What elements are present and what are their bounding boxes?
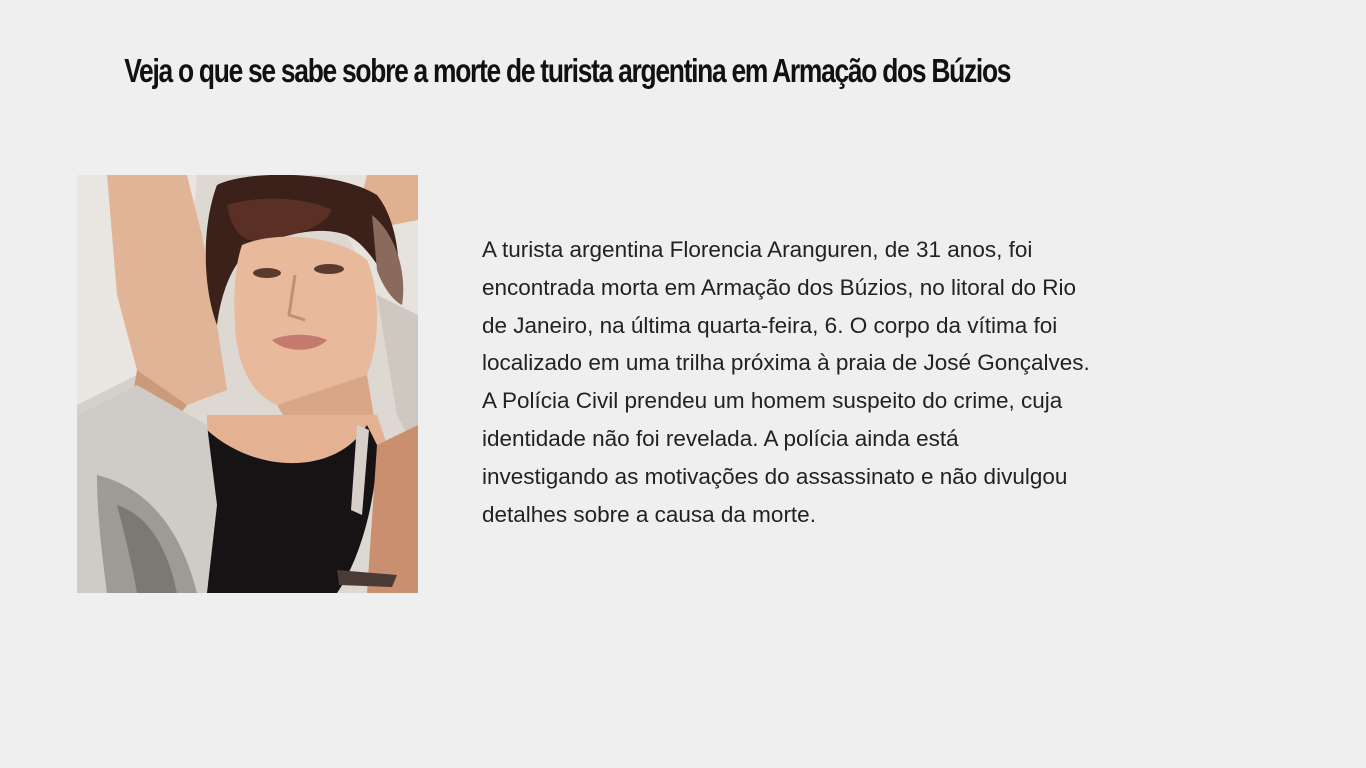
article-body (482, 231, 1282, 533)
article-line: identidade não foi revelada. A polícia ainda está (482, 425, 959, 451)
article-line: A turista argentina Florencia Aranguren, de 31 anos, foi (482, 237, 1033, 262)
article-line: localizado em uma trilha próxima à praia de José Gonçalves. (482, 350, 1090, 376)
page-title: Veja o que se sabe sobre a morte de turista argentina em Armação dos Búzios (124, 52, 1011, 89)
victim-photo (77, 175, 418, 593)
article-line: A Polícia Civil prendeu um homem suspeito do crime, cuja (482, 388, 1063, 414)
article-line: investigando as motivações do assassinato e não divulgou (482, 463, 1068, 489)
article-line: encontrada morta em Armação dos Búzios, no litoral do Rio (482, 274, 1077, 300)
portrait-illustration (77, 175, 418, 593)
article-line: detalhes sobre a causa da morte. (482, 501, 816, 527)
article-line: de Janeiro, na última quarta-feira, 6. O corpo da vítima foi (482, 312, 1058, 338)
